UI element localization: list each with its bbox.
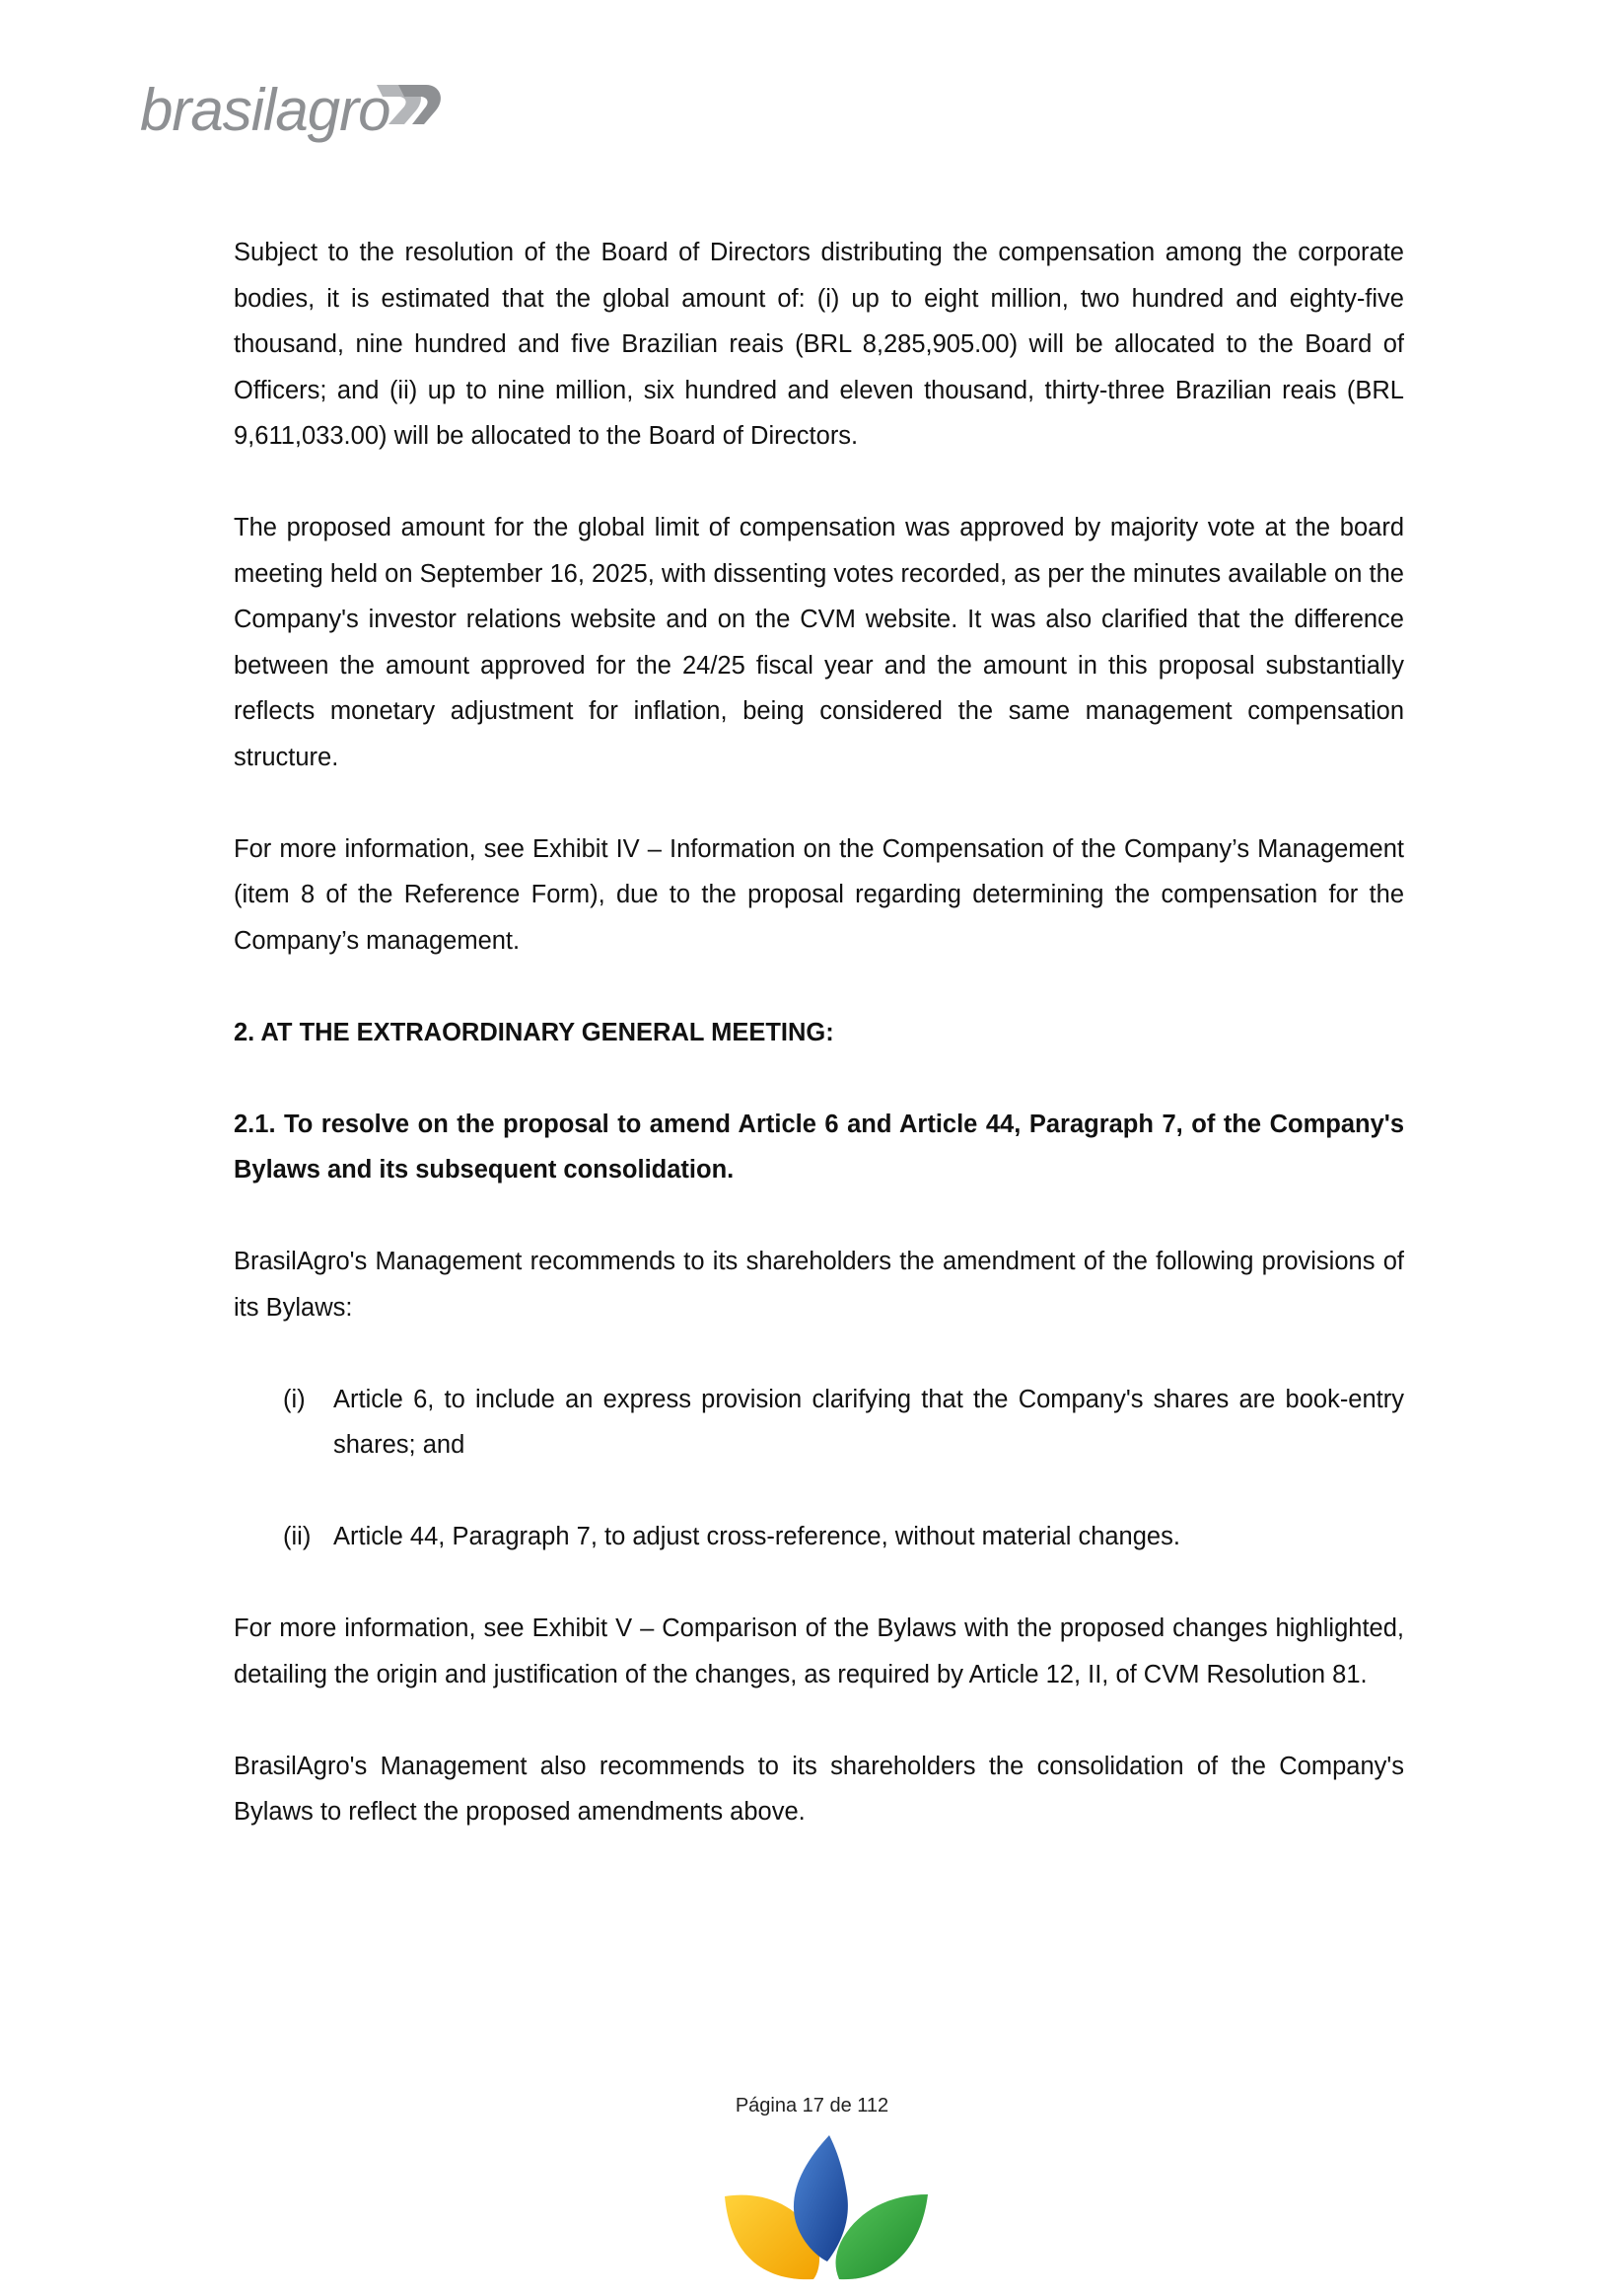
list-marker: (ii) [283,1523,312,1550]
brasilagro-logo [140,71,446,150]
list-item-text: Article 6, to include an express provision clarifying that the Company's shares are book-entry shares; and [333,1385,1404,1459]
leaf-emblem-icon [723,2135,930,2283]
section-heading-egm: 2. AT THE EXTRAORDINARY GENERAL MEETING: [234,1018,834,1046]
list-marker: (i) [283,1385,306,1413]
page-number: Página 17 de 112 [735,2095,889,2117]
paragraph-exhibit-iv: For more information, see Exhibit IV – Information on the Compensation of the Company’s Management (item 8 of the Reference Form), due to the proposal regarding determining the compensation for the Company’s management. [234,834,1404,955]
list-item-text: Article 44, Paragraph 7, to adjust cross-reference, without material changes. [333,1523,1180,1550]
list-item [234,1514,1404,1560]
paragraph-compensation-allocation: Subject to the resolution of the Board of Directors distributing the compensation among the corporate bodies, it is estimated that the global amount of: (i) up to eight million, two hundred and eighty-five thousand, nine hundred and five Brazilian reais (BRL 8,285,905.00) will be allocated to the Board of Officers; and (ii) up to nine million, six hundred and eleven thousand, thirty-three Brazilian reais (BRL 9,611,033.00) will be allocated to the Board of Directors. [234,239,1404,450]
paragraph-exhibit-v: For more information, see Exhibit V – Comparison of the Bylaws with the proposed changes highlighted, detailing the origin and justification of the changes, as required by Article 12, II, of CVM Resolution 81. [234,1614,1404,1688]
double-chevron-icon [369,77,448,136]
subsection-heading-2-1: 2.1. To resolve on the proposal to amend Article 6 and Article 44, Paragraph 7, of the Company's Bylaws and its subsequent consolidation. [234,1110,1404,1184]
paragraph-consolidation: BrasilAgro's Management also recommends to its shareholders the consolidation of the Company's Bylaws to reflect the proposed amendments above. [234,1752,1404,1826]
logo-wordmark: brasilagro [140,77,390,143]
paragraph-management-recommendation: BrasilAgro's Management recommends to its shareholders the amendment of the following provisions of its Bylaws: [234,1248,1404,1322]
paragraph-board-approval: The proposed amount for the global limit of compensation was approved by majority vote at the board meeting held on September 16, 2025, with dissenting votes recorded, as per the minutes available on the Company's investor relations website and on the CVM website. It was also clarified that the difference between the amount approved for the 24/25 fiscal year and the amount in this proposal substantially reflects monetary adjustment for inflation, being considered the same management compensation structure. [234,514,1404,771]
document-body [234,230,1404,1881]
list-item [234,1377,1404,1469]
